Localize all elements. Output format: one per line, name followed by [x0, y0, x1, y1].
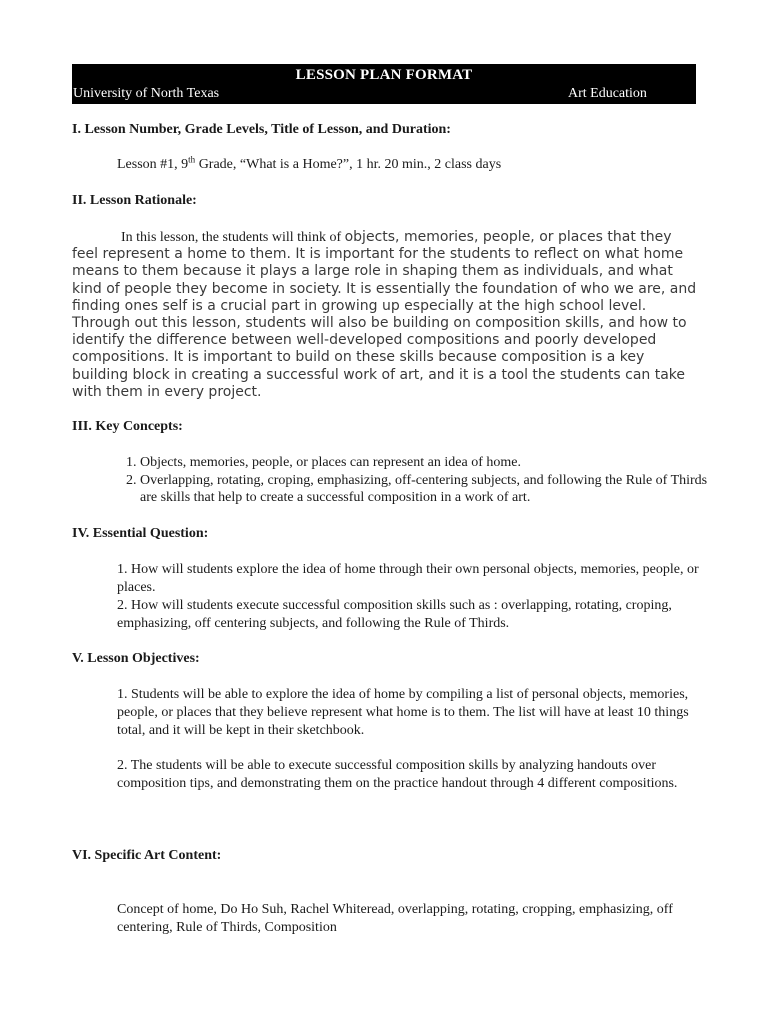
lesson-info-sup: th	[188, 154, 196, 165]
objective-1: 1. Students will be able to explore the idea of home by compiling a list of personal objects, memories, people, or places that they believe represent what home is to them. The list will have at least 10 things total, and it will be kept in their sketchbook.	[117, 687, 689, 738]
university-name: University of North Texas	[73, 86, 220, 101]
lesson-info-post: Grade, “What is a Home?”, 1 hr. 20 min., 2 class days	[195, 157, 502, 172]
section-1-text	[117, 154, 502, 173]
section-2-heading: II. Lesson Rationale:	[72, 193, 197, 208]
section-6-heading: VI. Specific Art Content:	[72, 848, 222, 863]
rationale-body: objects, memories, people, or places that they feel represent a home to them. It is important for the students to reflect on what home means to them because it plays a large role in shaping them as individuals, and what kind of people they become in society. It is essentially the foundation of who we are, and finding ones self is a crucial part in growing up especially at the high school level. Through out this lesson, students will also be building on composition skills, and how to identify the difference between well-developed compositions and poorly developed compositions. It is important to build on these skills because composition is a key building block in creating a successful work of art, and it is a tool the students can take with them in every project.	[72, 229, 697, 400]
rationale-lead: In this lesson, the students will think of	[121, 230, 345, 245]
section-1-heading: I. Lesson Number, Grade Levels, Title of Lesson, and Duration:	[72, 122, 451, 137]
section-4-heading: IV. Essential Question:	[72, 526, 209, 541]
essential-question-1: 1. How will students explore the idea of home through their own personal objects, memories, people, or places.	[117, 562, 699, 595]
key-concepts-list	[117, 454, 725, 507]
section-3-heading: III. Key Concepts:	[72, 419, 183, 434]
art-content-text: Concept of home, Do Ho Suh, Rachel Whiteread, overlapping, rotating, cropping, emphasizing, off centering, Rule of Thirds, Composition	[117, 902, 673, 935]
rationale-paragraph	[72, 229, 702, 401]
department-name: Art Education	[568, 86, 647, 101]
lesson-info-pre: Lesson #1, 9	[117, 157, 189, 172]
header-banner	[72, 64, 696, 104]
document-title: LESSON PLAN FORMAT	[295, 67, 473, 83]
objective-2: 2. The students will be able to execute successful composition skills by analyzing handouts over composition tips, and demonstrating them on the practice handout through 4 different compositions.	[117, 758, 678, 791]
essential-question-2: 2. How will students execute successful composition skills such as : overlapping, rotating, croping, emphasizing, off centering subjects, and following the Rule of Thirds.	[117, 598, 672, 631]
key-concept-item: 2. Overlapping, rotating, croping, emphasizing, off-centering subjects, and following the Rule of Thirds are skills that help to create a successful composition in a work of art.	[140, 472, 725, 507]
section-5-heading: V. Lesson Objectives:	[72, 651, 200, 666]
key-concept-item: 1. Objects, memories, people, or places can represent an idea of home.	[140, 454, 725, 472]
